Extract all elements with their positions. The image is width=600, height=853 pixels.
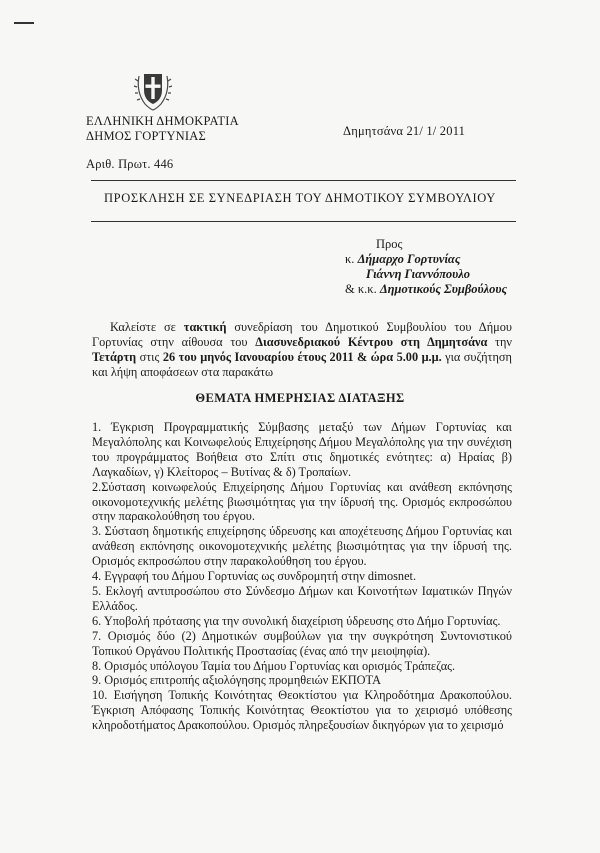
recipient-councillors: & κ.κ. Δημοτικούς Συμβούλους: [345, 282, 508, 296]
agenda-title: ΘΕΜΑΤΑ ΗΜΕΡΗΣΙΑΣ ΔΙΑΤΑΞΗΣ: [195, 391, 405, 405]
agenda-item: 6. Υποβολή πρότασης για την συνολική διαχείριση ύδρευσης στο Δήμο Γορτυνίας.: [92, 613, 501, 628]
agenda-item: 5. Εκλογή αντιπροσώπου στο Σύνδεσμο Δήμων και Κοινοτήτων Ιαματικών Πηγών Ελλάδος.: [92, 583, 512, 613]
municipality-name: ΔΗΜΟΣ ΓΟΡΤΥΝΙΑΣ: [86, 129, 206, 143]
agenda-item: 2.Σύσταση κοινωφελούς Επιχείρησης Δήμου Γορτυνίας και ανάθεση εκπόνησης οικονομοτεχνικής μελέτης βιωσιμότητας για την ίδρυσή της. Ορισμός εκπροσώπου στην παρακολούθηση του έργου.: [92, 479, 512, 524]
agenda-item: 10. Εισήγηση Τοπικής Κοινότητας Θεοκτίστου για Κληροδότημα Δρακοπούλου. Έγκριση Απόφασης Τοπικής Κοινότητας Θεοκτίστου για το χειρισμό υπόθεσης κληροδοτήματος Δρακοπούλου. Ορισμός πληρεξουσίων δικηγόρων για το χειρισμό: [92, 688, 512, 733]
recipient-mayor-name: Γιάννη Γιαννόπουλο: [366, 267, 471, 281]
invitation-paragraph: Καλείστε σε τακτική συνεδρίαση του Δημοτικού Συμβουλίου του Δήμου Γορτυνίας στην αίθουσα του Διασυνεδριακού Κέντρου στη Δημητσάνα την Τετάρτη στις 26 του μηνός Ιανουαρίου έτους 2011 & ώρα 5.00 μ.μ. για συζήτηση και λήψη αποφάσεων στα παρακάτω: [92, 320, 512, 379]
document-title: ΠΡΟΣΚΛΗΣΗ ΣΕ ΣΥΝΕΔΡΙΑΣΗ ΤΟΥ ΔΗΜΟΤΙΚΟΥ ΣΥΜΒΟΥΛΙΟΥ: [104, 191, 496, 205]
recipients-to: Προς: [376, 237, 403, 251]
recipient-mayor: κ. Δήμαρχο Γορτυνίας: [345, 252, 461, 266]
country-name: ΕΛΛΗΝΙΚΗ ΔΗΜΟΚΡΑΤΙΑ: [86, 114, 239, 128]
protocol-number: Αριθ. Πρωτ. 446: [86, 157, 174, 171]
place-date: Δημητσάνα 21/ 1/ 2011: [343, 124, 466, 138]
agenda-item: 7. Ορισμός δύο (2) Δημοτικών συμβούλων για την συγκρότηση Συντονιστικού Τοπικού Οργάνου Πολιτικής Προστασίας (ένας από την μειοψηφία).: [92, 628, 512, 658]
agenda-item: 3. Σύσταση δημοτικής επιχείρησης ύδρευσης και αποχέτευσης Δήμου Γορτυνίας και ανάθεση εκπόνησης οικονομοτεχνικής μελέτης βιωσιμότητας για την ίδρυσή της. Ορισμός εκπροσώπου στην παρακολούθηση του έργου.: [92, 524, 512, 569]
agenda-item: 4. Εγγραφή του Δήμου Γορτυνίας ως συνδρομητή στην dimosnet.: [92, 569, 417, 584]
agenda-item: 1. Έγκριση Προγραμματικής Σύμβασης μεταξύ των Δήμων Γορτυνίας και Μεγαλόπολης και Κοινωφελούς Επιχείρησης Δήμου Μεγαλόπολης για την συνέχιση του προγράμματος Βοήθεια στο Σπίτι στις δημοτικές ενότητες: α) Ηραίας β) Λαγκαδίων, γ) Κλείτορος – Βυτίνας & δ) Τροπαίων.: [92, 420, 512, 479]
corner-mark: [14, 22, 34, 24]
title-rule-top: [91, 180, 516, 181]
agenda-item: 8. Ορισμός υπόλογου Ταμία του Δήμου Γορτυνίας και ορισμός Τράπεζας.: [92, 658, 456, 673]
title-rule-bottom: [91, 221, 516, 222]
agenda-item: 9. Ορισμός επιτροπής αξιολόγησης προμηθειών ΕΚΠΟΤΑ: [92, 673, 381, 688]
greek-emblem-icon: [133, 68, 173, 112]
agenda-list: [92, 420, 512, 733]
